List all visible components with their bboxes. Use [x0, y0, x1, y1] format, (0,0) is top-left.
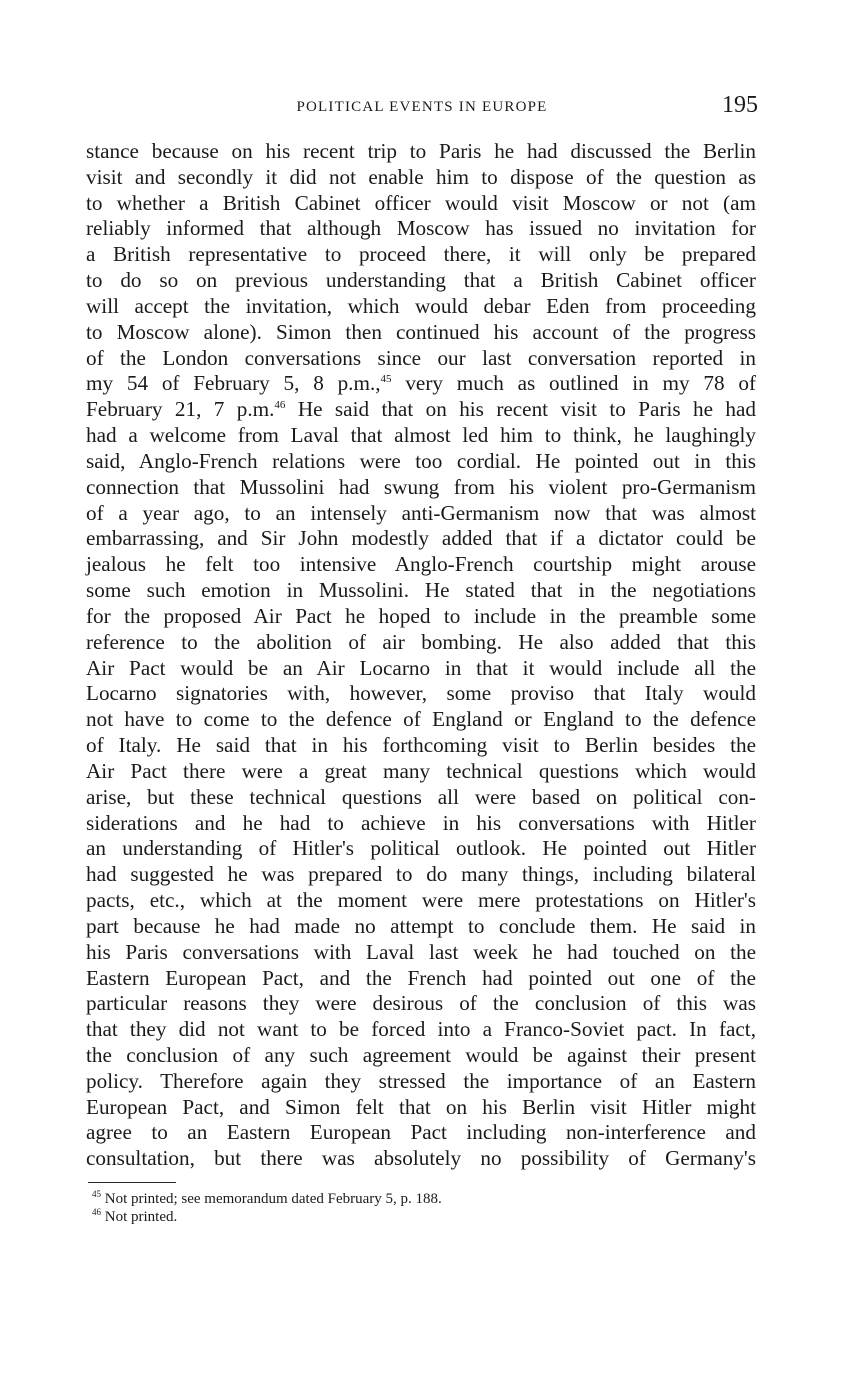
text-line: particular reasons they were desirous of the conclusion of this was	[86, 991, 756, 1016]
footnote-marker: 45	[92, 1189, 101, 1199]
body-text	[86, 139, 756, 1172]
page-number: 195	[722, 92, 758, 118]
text-line: pacts, etc., which at the moment were mere protestations on Hitler's	[86, 888, 756, 913]
text-line: Air Pact would be an Air Locarno in that it would include all the	[86, 655, 756, 680]
text-line: a British representative to proceed there, it will only be prepared	[86, 242, 756, 267]
footnotes	[92, 1190, 752, 1226]
text-line: visit and secondly it did not enable him to dispose of the question as	[86, 164, 756, 189]
text-run: February 21, 7 p.m.	[86, 397, 275, 422]
text-line: embarrassing, and Sir John modestly added that if a dictator could be	[86, 526, 756, 551]
text-line: his Paris conversations with Laval last week he had touched on the	[86, 939, 756, 964]
text-line: said, Anglo-French relations were too cordial. He pointed out in this	[86, 448, 756, 473]
text-line: that they did not want to be forced into a Franco-Soviet pact. In fact,	[86, 1017, 756, 1042]
text-line: part because he had made no attempt to conclude them. He said in	[86, 913, 756, 938]
text-line: European Pact, and Simon felt that on his Berlin visit Hitler might	[86, 1094, 756, 1119]
footnote-marker: 46	[92, 1207, 101, 1217]
footnote-ref-45: 45	[380, 373, 392, 386]
text-line: policy. Therefore again they stressed the importance of an Eastern	[86, 1068, 756, 1093]
text-line: to do so on previous understanding that a British Cabinet officer	[86, 268, 756, 293]
footnote-divider	[88, 1182, 176, 1183]
text-line: had suggested he was prepared to do many things, including bilateral	[86, 862, 756, 887]
running-head: POLITICAL EVENTS IN EUROPE	[296, 99, 548, 115]
text-line: jealous he felt too intensive Anglo-French courtship might arouse	[86, 552, 756, 577]
text-line: reference to the abolition of air bombing. He also added that this	[86, 629, 756, 654]
text-line: of the London conversations since our last conversation reported in	[86, 345, 756, 370]
text-line: connection that Mussolini had swung from his violent pro-Germanism	[86, 474, 756, 499]
text-line: some such emotion in Mussolini. He stated that in the negotiations	[86, 578, 756, 603]
text-line: reliably informed that although Moscow has issued no invitation for	[86, 216, 756, 241]
text-line: Air Pact there were a great many technical questions which would	[86, 758, 756, 783]
text-run: my 54 of February 5, 8 p.m.,	[86, 371, 381, 396]
footnote-text: Not printed.	[104, 1209, 178, 1225]
text-line-with-footnote	[86, 371, 756, 397]
text-run: very much as outlined in my 78 of	[391, 371, 756, 396]
footnote-45	[92, 1190, 752, 1208]
text-line: to Moscow alone). Simon then continued his account of the progress	[86, 319, 756, 344]
text-line: Locarno signatories with, however, some proviso that Italy would	[86, 681, 756, 706]
footnote-ref-46: 46	[274, 399, 286, 412]
text-line: Eastern European Pact, and the French had pointed out one of the	[86, 965, 756, 990]
text-line: siderations and he had to achieve in his conversations with Hitler	[86, 810, 756, 835]
text-line: agree to an Eastern European Pact including non-interference and	[86, 1120, 756, 1145]
text-line: will accept the invitation, which would debar Eden from proceeding	[86, 293, 756, 318]
text-line: not have to come to the defence of England or England to the defence	[86, 707, 756, 732]
text-line: consultation, but there was absolutely no possibility of Germany's	[86, 1146, 756, 1171]
footnote-46	[92, 1208, 752, 1226]
text-line: to whether a British Cabinet officer would visit Moscow or not (am	[86, 190, 756, 215]
text-line: an understanding of Hitler's political outlook. He pointed out Hitler	[86, 836, 756, 861]
text-line: arise, but these technical questions all were based on political con-	[86, 784, 756, 809]
text-line-with-footnote	[86, 397, 756, 423]
footnote-text: Not printed; see memorandum dated February 5, p. 188.	[104, 1191, 442, 1207]
page-header	[86, 92, 758, 124]
text-line: stance because on his recent trip to Paris he had discussed the Berlin	[86, 139, 756, 163]
text-line: for the proposed Air Pact he hoped to include in the preamble some	[86, 603, 756, 628]
text-run: He said that on his recent visit to Paris he had	[285, 397, 756, 422]
text-line: the conclusion of any such agreement would be against their present	[86, 1042, 756, 1067]
text-line: of Italy. He said that in his forthcoming visit to Berlin besides the	[86, 733, 756, 758]
text-line: of a year ago, to an intensely anti-Germanism now that was almost	[86, 500, 756, 525]
text-line: had a welcome from Laval that almost led him to think, he laughingly	[86, 423, 756, 448]
